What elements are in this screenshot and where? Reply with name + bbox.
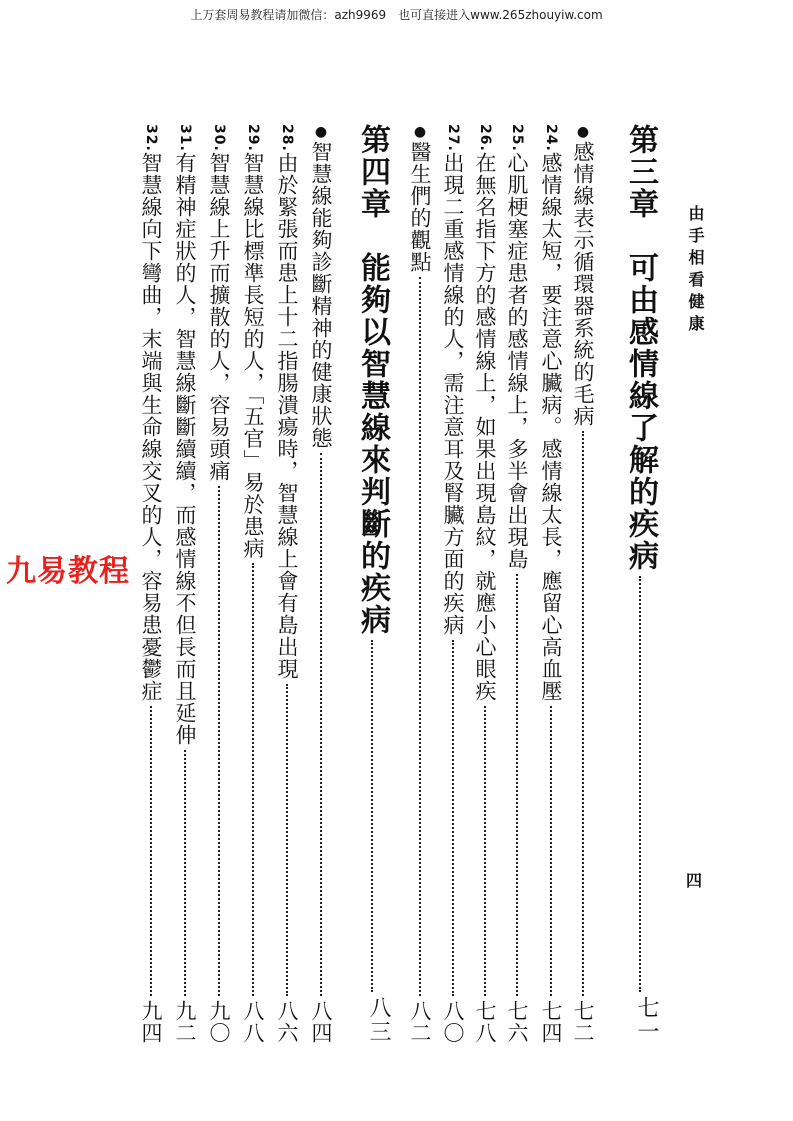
leader-dots [516, 574, 518, 996]
entry-label: 感情線太短，要注意心臟病。感情線太長，應留心高血壓 [539, 151, 563, 702]
leader-dots [150, 706, 152, 996]
bullet-icon: ● [412, 124, 428, 141]
leader-dots [252, 563, 254, 996]
toc-entry [438, 124, 468, 1044]
entry-label: 出現二重感情線的人，需注意耳及腎臟方面的疾病 [441, 151, 465, 636]
entry-number: 31. [177, 124, 193, 152]
entry-page: 九〇 [207, 1000, 231, 1044]
toc-entry [568, 124, 598, 1044]
entry-page: 八八 [241, 1000, 265, 1044]
entry-page: 八二 [408, 1000, 432, 1044]
toc-entry [238, 124, 268, 1044]
entry-label: 有精神症狀的人，智慧線斷斷續續，而感情線不但長而且延伸 [173, 151, 197, 746]
entry-title [238, 124, 268, 559]
chapter-entry [350, 124, 394, 1044]
entry-title [170, 124, 200, 746]
entry-title [470, 124, 500, 702]
toc-entry [272, 124, 302, 1044]
leader-dots [550, 706, 552, 996]
entry-title [306, 124, 336, 449]
entry-page: 九四 [139, 1000, 163, 1044]
bullet-icon: ● [313, 124, 329, 141]
entry-label: 智慧線向下彎曲，末端與生命線交叉的人，容易患憂鬱症 [139, 151, 163, 702]
entry-page: 七六 [505, 1000, 529, 1044]
entry-label: 智慧線上升而擴散的人，容易頭痛 [207, 151, 231, 482]
entry-label: 在無名指下方的感情線上，如果出現島紋，就應小心眼疾 [473, 151, 497, 702]
entry-label: 第四章 能夠以智慧線來判斷的疾病 [355, 124, 390, 636]
entry-number: 26. [477, 124, 493, 152]
leader-dots [320, 453, 322, 996]
entry-page: 八三 [366, 996, 391, 1044]
entry-page: 七一 [634, 996, 659, 1044]
entry-page: 七四 [539, 1000, 563, 1044]
entry-label: 心肌梗塞症患者的感情線上，多半會出現島 [505, 151, 529, 570]
entry-title [568, 124, 598, 427]
entry-page: 七二 [571, 1000, 595, 1044]
entry-label: 醫生們的觀點 [408, 141, 432, 273]
entry-page: 八六 [275, 1000, 299, 1044]
leader-dots [639, 576, 641, 992]
toc-entry [405, 124, 435, 1044]
entry-label: 感情線表示循環器系統的毛病 [571, 141, 595, 427]
entry-number: 25. [509, 124, 525, 152]
entry-title [502, 124, 532, 570]
entry-title [350, 124, 394, 636]
entry-page: 七八 [473, 1000, 497, 1044]
entry-page: 八〇 [441, 1000, 465, 1044]
entry-page: 九二 [173, 1000, 197, 1044]
entry-number: 30. [211, 124, 227, 152]
leader-dots [582, 431, 584, 996]
leader-dots [452, 640, 454, 996]
entry-label: 第三章 可由感情線了解的疾病 [623, 124, 658, 572]
entry-title [405, 124, 435, 273]
entry-number: 27. [445, 124, 461, 152]
leader-dots [218, 486, 220, 996]
watermark: 九易教程 [6, 554, 130, 589]
toc-entry [306, 124, 336, 1044]
leader-dots [286, 684, 288, 996]
entry-title [136, 124, 166, 702]
entry-title [536, 124, 566, 702]
toc-entry [536, 124, 566, 1044]
entry-title [272, 124, 302, 680]
toc-entry [170, 124, 200, 1044]
toc-entry [470, 124, 500, 1044]
entry-title [618, 124, 662, 572]
toc-entry [136, 124, 166, 1044]
entry-number: 28. [279, 124, 295, 152]
bullet-icon: ● [575, 124, 591, 141]
entry-label: 由於緊張而患上十二指腸潰瘍時，智慧線上會有島出現 [275, 151, 299, 680]
leader-dots [184, 750, 186, 996]
entry-number: 32. [143, 124, 159, 152]
page-number: 四 [686, 871, 703, 890]
entry-title [438, 124, 468, 636]
leader-dots [419, 277, 421, 996]
entry-title [204, 124, 234, 482]
entry-label: 智慧線能夠診斷精神的健康狀態 [309, 141, 333, 449]
toc-entry [204, 124, 234, 1044]
entry-page: 八四 [309, 1000, 333, 1044]
entry-number: 24. [543, 124, 559, 152]
entry-number: 29. [245, 124, 261, 152]
leader-dots [484, 706, 486, 996]
chapter-entry [618, 124, 662, 1044]
leader-dots [371, 640, 373, 992]
page-header: 上万套周易教程请加微信：azh9969 也可直接进入www.265zhouyiw.com [190, 8, 603, 22]
running-title: 由手相看健康 [686, 205, 705, 337]
toc-entry [502, 124, 532, 1044]
entry-label: 智慧線比標準長短的人，「五官」易於患病 [241, 151, 265, 560]
